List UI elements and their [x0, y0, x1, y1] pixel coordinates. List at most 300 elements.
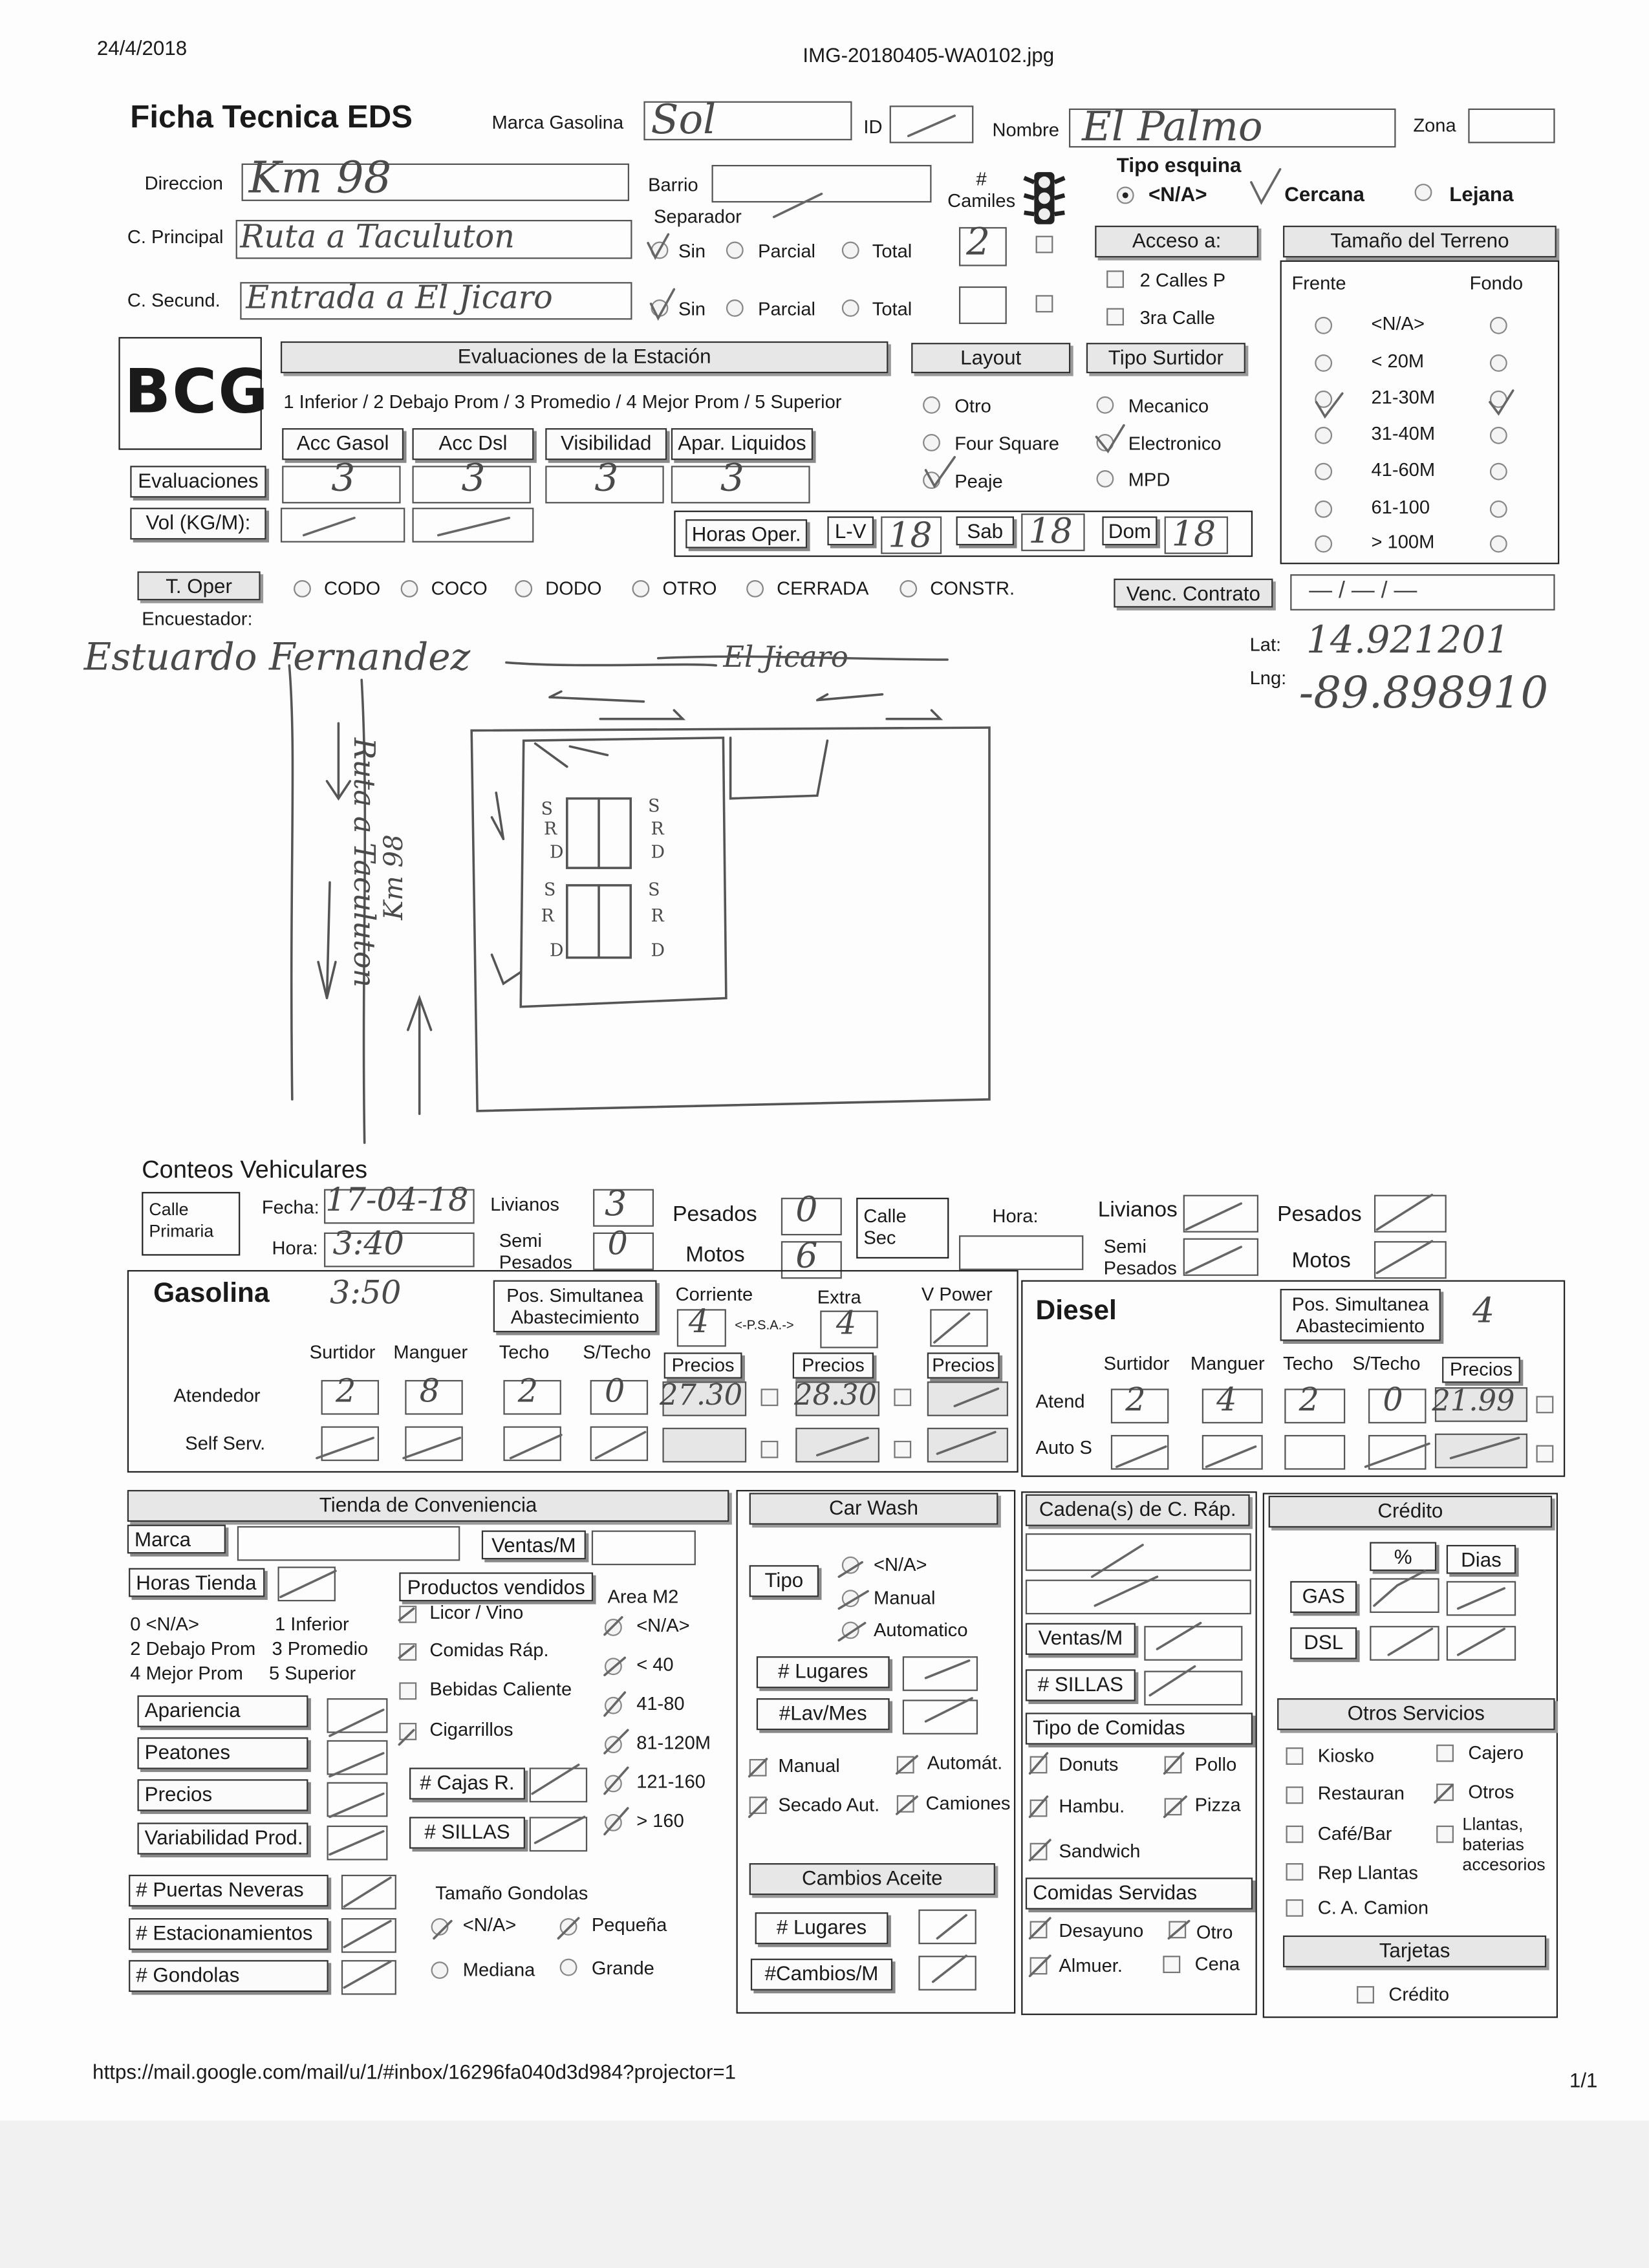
tienda-ventas-label: Ventas/M	[482, 1531, 586, 1560]
toper-radio-1[interactable]	[401, 580, 418, 598]
bcg-logo: BCG	[124, 356, 270, 427]
credito-gas-dias-field[interactable]	[1447, 1581, 1516, 1616]
tienda-marca-field[interactable]	[237, 1526, 460, 1561]
lv-value: 18	[888, 515, 932, 556]
dom-label: Dom	[1102, 517, 1157, 546]
terreno-fondo-radio-6[interactable]	[1490, 535, 1507, 553]
evaluaciones-header: Evaluaciones de la Estación	[281, 341, 888, 373]
cena-label: Cena	[1194, 1952, 1240, 1975]
terreno-option-3: 31-40M	[1371, 422, 1436, 444]
terreno-frente-radio-3[interactable]	[1315, 427, 1332, 444]
credito-dsl-dias-field[interactable]	[1447, 1626, 1516, 1661]
estac-label: # Estacionamientos	[129, 1918, 329, 1950]
precio-corriente-checkbox[interactable]	[761, 1388, 779, 1406]
area-radio-1[interactable]	[605, 1658, 622, 1675]
corriente-label: Corriente	[675, 1283, 753, 1305]
gas-atendedor-value-1: 8	[419, 1374, 440, 1410]
marca-value: Sol	[651, 95, 717, 144]
acceso-3ra-checkbox[interactable]	[1106, 308, 1124, 325]
hambu-label: Hambu.	[1059, 1795, 1125, 1817]
extra-label: Extra	[817, 1286, 861, 1308]
rep-llantas-label: Rep Llantas	[1317, 1861, 1418, 1884]
producto-checkbox-1[interactable]	[399, 1643, 416, 1661]
dsl-atend-value-2: 2	[1299, 1383, 1319, 1420]
terreno-fondo-radio-5[interactable]	[1490, 501, 1507, 518]
desayuno-label: Desayuno	[1059, 1919, 1144, 1941]
gasolina-hora: 3:50	[329, 1275, 402, 1312]
surtidor-electronico-radio[interactable]	[1096, 434, 1114, 451]
tienda-eval-label-0: Apariencia	[137, 1696, 308, 1727]
terreno-fondo-radio-0[interactable]	[1490, 317, 1507, 334]
vol-label: Vol (KG/M):	[130, 508, 266, 539]
eval-col-label-1: Acc Dsl	[412, 428, 534, 460]
toper-label-1: COCO	[431, 577, 488, 599]
pump-letter-2: D	[549, 841, 564, 863]
area-radio-4[interactable]	[605, 1775, 622, 1793]
tienda-header: Tienda de Conveniencia	[127, 1490, 729, 1522]
pump-letter-0: S	[541, 798, 553, 819]
carwash-na-radio[interactable]	[842, 1557, 859, 1574]
sab-label: Sab	[956, 517, 1014, 546]
layout-header: Layout	[911, 343, 1070, 373]
direccion-value: Km 98	[248, 153, 392, 204]
cw-secado-checkbox[interactable]	[749, 1797, 767, 1814]
gondolas-field[interactable]	[341, 1960, 396, 1995]
gas-self-field-1[interactable]	[405, 1426, 462, 1461]
pollo-checkbox[interactable]	[1165, 1756, 1182, 1773]
terreno-frente-radio-0[interactable]	[1315, 317, 1332, 334]
cambios-mes-field[interactable]	[918, 1956, 976, 1991]
motos2-label: Motos	[1291, 1248, 1351, 1273]
cw-manual-label: Manual	[778, 1755, 840, 1777]
id-label: ID	[863, 115, 883, 138]
dsl-atend-value-1: 4	[1216, 1383, 1237, 1420]
cadena-field-2[interactable]	[1026, 1580, 1251, 1615]
gas-self-field-0[interactable]	[321, 1426, 379, 1461]
estac-field[interactable]	[341, 1918, 396, 1953]
cadena-ventas-field[interactable]	[1144, 1626, 1242, 1661]
terreno-option-6: > 100M	[1371, 530, 1435, 553]
encuestador-value: Estuardo Fernandez	[83, 636, 471, 680]
cprincipal-label: C. Principal	[127, 225, 224, 248]
scan-margin	[0, 2121, 1649, 2268]
desayuno-checkbox[interactable]	[1030, 1921, 1048, 1938]
terreno-frente-radio-2[interactable]	[1315, 391, 1332, 408]
terreno-fondo-radio-3[interactable]	[1490, 427, 1507, 444]
hora-label: Hora:	[272, 1237, 318, 1259]
pizza-label: Pizza	[1194, 1793, 1241, 1816]
donuts-label: Donuts	[1059, 1753, 1119, 1775]
fecha-label: Fecha:	[261, 1196, 319, 1218]
dsl-atend-value-3: 0	[1383, 1383, 1403, 1420]
lv-label: L-V	[827, 517, 874, 546]
horas-tienda-field[interactable]	[277, 1566, 335, 1601]
tarjetas-header: Tarjetas	[1283, 1936, 1546, 1967]
pesados2-field[interactable]	[1374, 1195, 1447, 1233]
pump-letter-7: R	[541, 905, 554, 926]
dsl-atend-value-0: 2	[1125, 1383, 1146, 1420]
tienda-sillas-field[interactable]	[530, 1817, 587, 1852]
pump-letter-6: S	[544, 879, 556, 900]
encuestador-label: Encuestador:	[142, 607, 253, 630]
carwash-lavmes-label: #Lav/Mes	[757, 1698, 890, 1730]
dsl-col-label-1: Manguer	[1190, 1352, 1265, 1374]
tienda-eval-label-1: Peatones	[137, 1737, 308, 1769]
cw-manual-checkbox[interactable]	[749, 1759, 767, 1777]
cw-camiones-checkbox[interactable]	[897, 1795, 914, 1813]
tienda-eval-field-3[interactable]	[327, 1826, 388, 1861]
nombre-value: El Palmo	[1082, 102, 1263, 151]
tienda-ventas-field[interactable]	[592, 1531, 696, 1566]
tarjeta-credito-checkbox[interactable]	[1357, 1986, 1374, 2003]
dsl-autos-field-0[interactable]	[1111, 1435, 1169, 1470]
area-label-5: > 160	[636, 1809, 684, 1831]
livianos2-field[interactable]	[1183, 1195, 1258, 1233]
gondola-mediana-radio[interactable]	[431, 1961, 449, 1979]
self-precio-corriente[interactable]	[662, 1428, 746, 1463]
gas-self-field-3[interactable]	[590, 1426, 648, 1461]
dsl-autos-field-1[interactable]	[1202, 1435, 1263, 1470]
eval-value-0: 3	[331, 457, 356, 501]
cadena-sillas-field[interactable]	[1144, 1671, 1242, 1706]
semi-value: 0	[607, 1226, 628, 1263]
credito-dsl-label: DSL	[1290, 1627, 1357, 1659]
tienda-escala-4: 4 Mejor Prom	[130, 1662, 243, 1684]
pollo-label: Pollo	[1194, 1753, 1237, 1775]
almuer-checkbox[interactable]	[1030, 1957, 1048, 1974]
puertas-field[interactable]	[341, 1875, 396, 1910]
layout-otro-radio[interactable]	[923, 396, 940, 414]
carwash-header: Car Wash	[749, 1493, 998, 1524]
sep2-total-radio[interactable]	[842, 299, 859, 317]
semi2-field[interactable]	[1183, 1238, 1258, 1276]
horas-tienda-label: Horas Tienda	[129, 1568, 264, 1597]
sep2-camiles-field[interactable]	[959, 286, 1007, 324]
direccion-label: Direccion	[144, 172, 223, 194]
print-url[interactable]: https://mail.google.com/mail/u/1/#inbox/16296fa040d3d984?projector=1	[92, 2060, 737, 2083]
layout-foursquare-radio[interactable]	[923, 434, 940, 451]
barrio-label: Barrio	[648, 173, 698, 195]
cajero-checkbox[interactable]	[1436, 1745, 1454, 1762]
extra-value: 4	[835, 1306, 857, 1343]
pump-letter-5: D	[651, 841, 665, 863]
credito-header: Crédito	[1269, 1496, 1552, 1528]
tienda-eval-field-2[interactable]	[327, 1782, 388, 1817]
surtidor-mpd-label: MPD	[1128, 468, 1170, 491]
terreno-frente-radio-6[interactable]	[1315, 535, 1332, 553]
sep1-parcial-label: Parcial	[758, 240, 815, 262]
gas-self-field-2[interactable]	[503, 1426, 561, 1461]
cajas-field[interactable]	[530, 1767, 587, 1802]
camiles-checkbox[interactable]	[1036, 236, 1053, 254]
esquina-na-radio[interactable]	[1117, 187, 1134, 204]
esquina-cercana-label: Cercana	[1284, 182, 1364, 206]
self-precio-extra[interactable]	[795, 1428, 879, 1463]
almuer-label: Almuer.	[1059, 1954, 1123, 1976]
eval-col-label-0: Acc Gasol	[282, 428, 404, 460]
tienda-marca-label: Marca	[127, 1525, 226, 1554]
calle-sec-label: Calle Sec	[863, 1205, 907, 1249]
sep2-sin-label: Sin	[678, 297, 706, 320]
cambios-lugares-field[interactable]	[918, 1910, 976, 1945]
traffic-light-icon	[1021, 169, 1068, 227]
cafe-checkbox[interactable]	[1286, 1826, 1304, 1843]
cambios-lugares-label: # Lugares	[755, 1912, 889, 1944]
carwash-lugares-field[interactable]	[903, 1656, 978, 1691]
atendedor-label: Atendedor	[173, 1384, 261, 1407]
evaluaciones-label: Evaluaciones	[130, 466, 266, 497]
semi-label: Semi Pesados	[499, 1229, 572, 1273]
sep2-parcial-label: Parcial	[758, 297, 815, 320]
cw-auto-checkbox[interactable]	[897, 1756, 914, 1773]
gas-atendedor-value-3: 0	[604, 1374, 625, 1410]
sep1-total-label: Total	[872, 240, 912, 262]
surtidor-mpd-radio[interactable]	[1096, 470, 1114, 488]
tienda-escala-1: 1 Inferior	[274, 1613, 349, 1635]
toper-radio-0[interactable]	[294, 580, 311, 598]
producto-label-3: Cigarrillos	[429, 1718, 513, 1740]
donuts-checkbox[interactable]	[1030, 1756, 1048, 1773]
credito-gas-pct-field[interactable]	[1370, 1578, 1439, 1613]
sandwich-checkbox[interactable]	[1030, 1843, 1048, 1861]
restauran-checkbox[interactable]	[1286, 1786, 1304, 1804]
area-radio-5[interactable]	[605, 1814, 622, 1831]
barrio-field[interactable]	[712, 165, 932, 202]
vpower-label: V Power	[921, 1283, 993, 1305]
layout-peaje-label: Peaje	[954, 470, 1003, 492]
dsl-self-precio[interactable]	[1435, 1434, 1527, 1469]
dsl-autos-field-2[interactable]	[1284, 1435, 1345, 1470]
cw-camiones-label: Camiones	[925, 1792, 1011, 1814]
otros-label: Otros	[1468, 1780, 1514, 1803]
llantas-checkbox[interactable]	[1436, 1826, 1454, 1843]
toper-label-2: DODO	[545, 577, 602, 599]
carwash-lugares-label: # Lugares	[757, 1656, 890, 1688]
precio-vpower-field[interactable]	[927, 1381, 1008, 1416]
gas-col-label-3: S/Techo	[583, 1341, 651, 1363]
producto-checkbox-0[interactable]	[399, 1606, 416, 1623]
sep2-sin-radio[interactable]	[651, 299, 669, 317]
area-radio-0[interactable]	[605, 1619, 622, 1636]
eval-value-2: 3	[594, 457, 619, 501]
self-precio-vpower[interactable]	[927, 1428, 1008, 1463]
toper-radio-2[interactable]	[515, 580, 532, 598]
pizza-checkbox[interactable]	[1165, 1798, 1182, 1815]
lat-value: 14.921201	[1306, 619, 1510, 663]
credito-dsl-pct-field[interactable]	[1370, 1626, 1439, 1661]
print-filename: IMG-20180405-WA0102.jpg	[803, 43, 1055, 67]
sep2-total-label: Total	[872, 297, 912, 320]
gas-col-label-1: Manguer	[393, 1341, 468, 1363]
camion-checkbox[interactable]	[1286, 1899, 1304, 1917]
motos-label: Motos	[685, 1242, 745, 1268]
tienda-sillas-label: # SILLAS	[409, 1817, 525, 1848]
carwash-na-label: <N/A>	[874, 1553, 927, 1575]
carwash-auto-radio[interactable]	[842, 1621, 859, 1639]
restauran-label: Restauran	[1317, 1782, 1405, 1804]
terreno-option-4: 41-60M	[1371, 459, 1436, 481]
pump-letter-1: R	[544, 819, 557, 839]
lat-label: Lat:	[1249, 633, 1282, 656]
fecha-value: 17-04-18	[325, 1183, 469, 1220]
terreno-fondo-radio-4[interactable]	[1490, 463, 1507, 481]
gondola-grande-radio[interactable]	[560, 1959, 577, 1976]
gondolas-label: # Gondolas	[129, 1960, 329, 1992]
cprincipal-value: Ruta a Taculuton	[240, 219, 515, 256]
tienda-eval-field-1[interactable]	[327, 1740, 388, 1775]
sep1-sin-label: Sin	[678, 240, 706, 262]
area-label-2: 41-80	[636, 1692, 685, 1714]
producto-checkbox-3[interactable]	[399, 1723, 416, 1740]
horas-oper-label: Horas Oper.	[685, 519, 807, 548]
gondola-mediana-label: Mediana	[462, 1958, 535, 1981]
terreno-option-5: 61-100	[1371, 496, 1430, 518]
precio-corriente-label: Precios	[664, 1352, 742, 1378]
corriente-value: 4	[688, 1304, 709, 1341]
hambu-checkbox[interactable]	[1030, 1800, 1048, 1817]
tam-gondolas-label: Tamaño Gondolas	[435, 1882, 588, 1904]
eval-value-3: 3	[720, 457, 744, 501]
terreno-panel	[1280, 261, 1560, 565]
kiosko-checkbox[interactable]	[1286, 1747, 1304, 1765]
toper-header: T. Oper	[137, 572, 260, 601]
otro-checkbox[interactable]	[1169, 1921, 1186, 1938]
dsl-precio-checkbox[interactable]	[1536, 1396, 1553, 1414]
self-corriente-checkbox[interactable]	[761, 1441, 779, 1458]
esquina-lejana-radio[interactable]	[1415, 184, 1432, 201]
precio-extra-checkbox[interactable]	[894, 1388, 911, 1406]
sep2-checkbox[interactable]	[1036, 295, 1053, 312]
toper-radio-3[interactable]	[632, 580, 649, 598]
camiles-label: # Camiles	[947, 167, 1016, 211]
gondola-pequena-radio[interactable]	[560, 1918, 577, 1936]
terreno-frente-radio-4[interactable]	[1315, 463, 1332, 481]
tipo-surtidor-header: Tipo Surtidor	[1086, 343, 1245, 373]
form-title: Ficha Tecnica EDS	[130, 98, 413, 135]
gondola-na-radio[interactable]	[431, 1918, 449, 1936]
producto-checkbox-2[interactable]	[399, 1682, 416, 1700]
terreno-frente-radio-5[interactable]	[1315, 501, 1332, 518]
carwash-tipo-label: Tipo	[749, 1565, 819, 1597]
terreno-header: Tamaño del Terreno	[1283, 226, 1557, 257]
area-radio-3[interactable]	[605, 1736, 622, 1753]
toper-label-4: CERRADA	[777, 577, 869, 599]
otros-servicios-header: Otros Servicios	[1277, 1698, 1555, 1730]
tienda-eval-field-0[interactable]	[327, 1698, 388, 1733]
lng-value: -89.898910	[1299, 668, 1549, 719]
sep1-parcial-radio[interactable]	[726, 242, 744, 259]
sketch-road-label: Ruta a Taculuton	[347, 737, 382, 988]
cadena-field-1[interactable]	[1026, 1533, 1251, 1571]
carwash-lavmes-field[interactable]	[903, 1700, 978, 1734]
hora2-label: Hora:	[992, 1205, 1039, 1227]
gas-pos-sim-label: Pos. Simultanea Abastecimiento	[493, 1280, 657, 1333]
carwash-manual-radio[interactable]	[842, 1590, 859, 1607]
area-radio-2[interactable]	[605, 1697, 622, 1714]
dsl-col-label-3: S/Techo	[1352, 1352, 1421, 1374]
vpower-field[interactable]	[930, 1309, 987, 1346]
sep1-sin-radio[interactable]	[651, 242, 669, 259]
zona-label: Zona	[1413, 114, 1456, 136]
terreno-option-1: < 20M	[1371, 350, 1425, 372]
sep2-parcial-radio[interactable]	[726, 299, 744, 317]
toper-label-5: CONSTR.	[930, 577, 1015, 599]
vol-gas-field[interactable]	[281, 508, 405, 543]
area-label-0: <N/A>	[636, 1614, 690, 1636]
acceso-header: Acceso a:	[1095, 226, 1258, 257]
dom-value: 18	[1171, 513, 1216, 554]
terreno-frente-label: Frente	[1291, 272, 1346, 294]
autos-label: Auto S	[1035, 1436, 1092, 1458]
rep-llantas-checkbox[interactable]	[1286, 1863, 1304, 1881]
pesados2-label: Pesados	[1277, 1202, 1362, 1227]
venc-contrato-value: — / — / —	[1309, 578, 1417, 603]
tienda-escala-2: 2 Debajo Prom	[130, 1637, 256, 1659]
cw-secado-label: Secado Aut.	[778, 1793, 880, 1816]
terreno-frente-radio-1[interactable]	[1315, 354, 1332, 372]
eval-value-1: 3	[461, 457, 486, 501]
gondola-na-label: <N/A>	[462, 1914, 517, 1936]
credito-pct-label: %	[1370, 1542, 1436, 1571]
terreno-fondo-radio-1[interactable]	[1490, 354, 1507, 372]
dsl-pos-value: 4	[1472, 1290, 1495, 1331]
sep1-total-radio[interactable]	[842, 242, 859, 259]
carwash-auto-label: Automatico	[874, 1618, 968, 1641]
precio-extra-label: Precios	[793, 1352, 874, 1378]
dsl-pos-sim-label: Pos. Simultanea Abastecimiento	[1280, 1289, 1441, 1341]
self-extra-checkbox[interactable]	[894, 1441, 911, 1458]
psa-label: <-P.S.A.->	[735, 1317, 794, 1333]
semi2-label: Semi Pesados	[1103, 1235, 1177, 1279]
diesel-title: Diesel	[1035, 1296, 1117, 1327]
cena-checkbox[interactable]	[1163, 1956, 1180, 1973]
gondola-grande-label: Grande	[591, 1957, 654, 1979]
livianos-label: Livianos	[490, 1193, 559, 1215]
terreno-option-2: 21-30M	[1371, 386, 1436, 408]
tienda-eval-label-2: Precios	[137, 1779, 308, 1811]
layout-peaje-radio[interactable]	[923, 471, 940, 489]
acceso-2calles-checkbox[interactable]	[1106, 270, 1124, 288]
surtidor-electronico-label: Electronico	[1128, 432, 1222, 455]
hora2-field[interactable]	[959, 1235, 1083, 1270]
cajas-label: # Cajas R.	[409, 1767, 525, 1799]
calle-primaria-label: Calle Primaria	[149, 1199, 214, 1242]
otros-checkbox[interactable]	[1436, 1784, 1454, 1801]
eval-col-label-3: Apar. Liquidos	[671, 428, 813, 460]
layout-foursquare-label: Four Square	[954, 432, 1059, 455]
pump-letter-9: S	[648, 879, 660, 900]
otro-label: Otro	[1196, 1921, 1233, 1943]
dsl-self-checkbox[interactable]	[1536, 1445, 1553, 1463]
toper-radio-4[interactable]	[746, 580, 764, 598]
motos2-field[interactable]	[1374, 1241, 1447, 1279]
pesados-label: Pesados	[673, 1202, 757, 1227]
vol-dsl-field[interactable]	[412, 508, 534, 543]
surtidor-mecanico-radio[interactable]	[1096, 396, 1114, 414]
cafe-label: Café/Bar	[1317, 1822, 1392, 1844]
id-field[interactable]	[890, 105, 974, 143]
surtidor-mecanico-label: Mecanico	[1128, 394, 1209, 417]
terreno-fondo-radio-2[interactable]	[1490, 391, 1507, 408]
tarjeta-credito-label: Crédito	[1388, 1983, 1450, 2005]
acceso-3ra-label: 3ra Calle	[1139, 307, 1215, 329]
atend-label: Atend	[1035, 1390, 1085, 1412]
area-label-3: 81-120M	[636, 1731, 711, 1754]
toper-radio-5[interactable]	[900, 580, 917, 598]
dsl-autos-field-3[interactable]	[1368, 1435, 1426, 1470]
zona-field[interactable]	[1468, 109, 1555, 144]
area-label: Area M2	[607, 1585, 679, 1608]
